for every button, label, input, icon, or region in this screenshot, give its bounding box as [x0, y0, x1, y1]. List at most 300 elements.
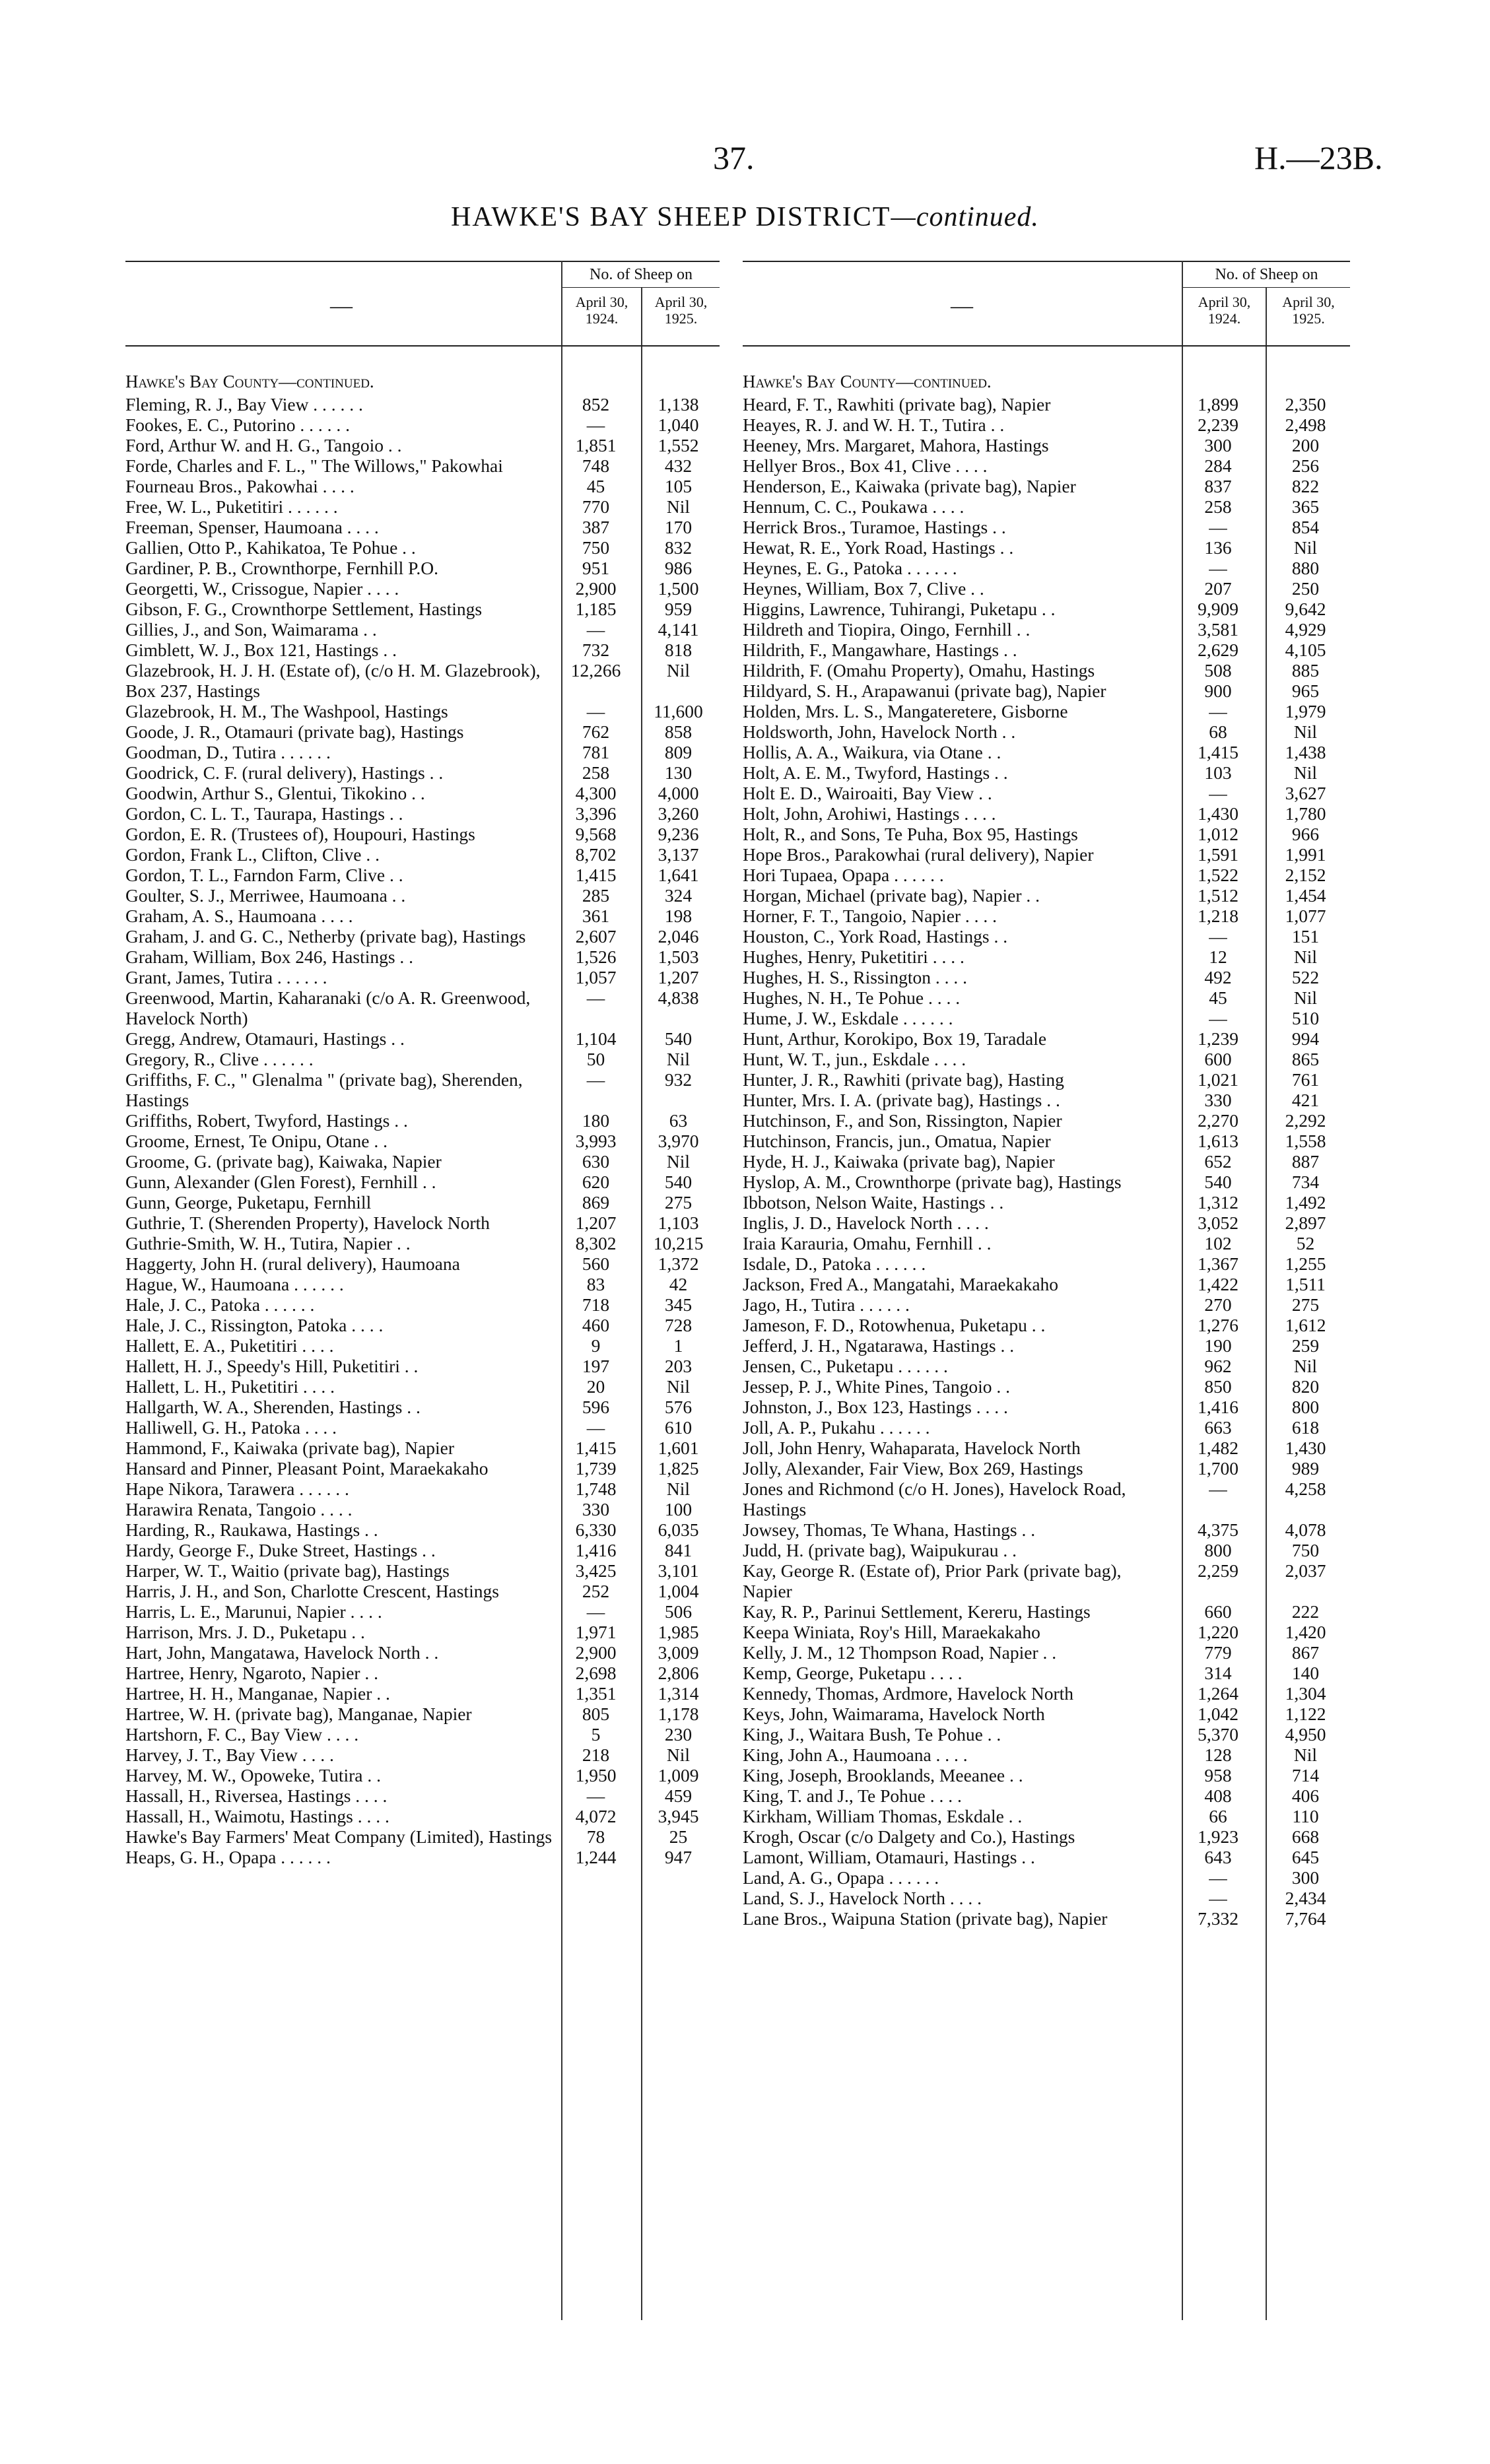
- sheep-1925: 1,780: [1285, 803, 1326, 824]
- sheep-1925: 6,035: [658, 1519, 699, 1540]
- header-group: No. of Sheep on: [590, 266, 693, 283]
- holder-name: Goodrick, C. F. (rural delivery), Hastings . .: [125, 762, 444, 783]
- holder-name: Hunt, Arthur, Korokipo, Box 19, Taradale: [743, 1028, 1047, 1049]
- table-row: [125, 455, 720, 476]
- sheep-1925: 365: [1291, 496, 1320, 517]
- sheep-1924: 68: [1209, 721, 1227, 742]
- holder-name: Holdsworth, John, Havelock North . .: [743, 721, 1016, 742]
- sheep-1925: 885: [1291, 660, 1320, 681]
- table-row: [125, 1151, 720, 1172]
- sheep-1924: 45: [586, 476, 605, 496]
- sheep-1925: 854: [1291, 517, 1320, 537]
- holder-name: Krogh, Oscar (c/o Dalgety and Co.), Hastings: [743, 1826, 1075, 1847]
- left-table: [125, 394, 720, 1867]
- table-row: [743, 394, 1350, 415]
- table-row: [125, 496, 720, 517]
- sheep-1924: 270: [1204, 1294, 1232, 1315]
- sheep-1925: 259: [1291, 1335, 1320, 1356]
- holder-name: Hyslop, A. M., Crownthorpe (private bag), Hastings: [743, 1172, 1122, 1192]
- sheep-1925: 1,304: [1285, 1683, 1326, 1704]
- holder-name: Goodman, D., Tutira . . . . . .: [125, 742, 331, 762]
- section-heading: Hawke's Bay County—continued.: [743, 372, 992, 391]
- holder-name: Heaps, G. H., Opapa . . . . . .: [125, 1847, 331, 1867]
- holder-name: Jackson, Fred A., Mangatahi, Maraekakaho: [743, 1274, 1059, 1294]
- sheep-1924: 630: [582, 1151, 610, 1172]
- table-row: [743, 517, 1350, 537]
- header-year-1925: April 30, 1925.: [654, 294, 708, 327]
- sheep-1925: 1,825: [658, 1458, 699, 1479]
- holder-name: Gunn, Alexander (Glen Forest), Fernhill . .: [125, 1172, 436, 1192]
- sheep-1924: —: [586, 987, 605, 1008]
- sheep-1925: 300: [1291, 1867, 1320, 1888]
- sheep-1924: 12: [1209, 947, 1227, 967]
- sheep-1925: 1,077: [1285, 906, 1326, 926]
- sheep-1924: 596: [582, 1397, 610, 1417]
- holder-name: Higgins, Lawrence, Tuhirangi, Puketapu . .: [743, 599, 1056, 619]
- holder-name: Griffiths, F. C., " Glenalma " (private bag), Sherenden, Hastings: [125, 1069, 523, 1110]
- table-row: [743, 1376, 1350, 1397]
- table-row: [125, 824, 720, 844]
- page-number: 37.: [713, 139, 755, 176]
- sheep-1925: 1,492: [1285, 1192, 1326, 1213]
- holder-name: Land, S. J., Havelock North . . . .: [743, 1888, 982, 1908]
- sheep-1925: 761: [1291, 1069, 1320, 1090]
- holder-name: Guthrie-Smith, W. H., Tutira, Napier . .: [125, 1233, 411, 1253]
- sheep-1925: 4,105: [1285, 640, 1326, 660]
- sheep-1925: 1,178: [658, 1704, 699, 1724]
- table-row: [743, 1192, 1350, 1213]
- table-row: [743, 476, 1350, 496]
- sheep-1925: 994: [1291, 1028, 1320, 1049]
- holder-name: Glazebrook, H. J. H. (Estate of), (c/o H. M. Glazebrook), Box 237, Hastings: [125, 660, 541, 701]
- sheep-1925: 841: [664, 1540, 693, 1560]
- table-row: [743, 435, 1350, 455]
- holder-name: Gordon, C. L. T., Taurapa, Hastings . .: [125, 803, 403, 824]
- sheep-1924: 1,739: [575, 1458, 617, 1479]
- sheep-1925: 105: [664, 476, 693, 496]
- table-row: [125, 1663, 720, 1683]
- sheep-1925: 714: [1291, 1765, 1320, 1785]
- sheep-1925: 809: [664, 742, 693, 762]
- sheep-1925: 459: [664, 1785, 693, 1806]
- holder-name: Kay, George R. (Estate of), Prior Park (private bag), Napier: [743, 1560, 1122, 1601]
- sheep-1924: 1,526: [575, 947, 617, 967]
- holder-name: Goode, J. R., Otamauri (private bag), Hastings: [125, 721, 464, 742]
- table-row: [743, 1560, 1350, 1601]
- sheep-1924: 3,581: [1198, 619, 1238, 640]
- top-rule: [125, 261, 720, 262]
- holder-name: Heayes, R. J. and W. H. T., Tutira . .: [743, 415, 1005, 435]
- sheep-1925: 2,152: [1285, 865, 1326, 885]
- holder-name: Hutchinson, Francis, jun., Omatua, Napier: [743, 1131, 1051, 1151]
- table-row: [125, 640, 720, 660]
- table-row: [743, 1785, 1350, 1806]
- holder-name: Houston, C., York Road, Hastings . .: [743, 926, 1008, 947]
- sheep-1924: 8,302: [575, 1233, 617, 1253]
- holder-name: Heynes, William, Box 7, Clive . .: [743, 578, 984, 599]
- table-row: [125, 394, 720, 415]
- sheep-1924: 1,923: [1198, 1826, 1238, 1847]
- table-row: [743, 599, 1350, 619]
- sheep-1924: 2,270: [1198, 1110, 1238, 1131]
- holder-name: Gordon, E. R. (Trustees of), Houpouri, Hastings: [125, 824, 475, 844]
- table-row: [125, 1274, 720, 1294]
- holder-name: Grant, James, Tutira . . . . . .: [125, 967, 327, 987]
- sheep-1924: 540: [1204, 1172, 1232, 1192]
- holder-name: Groome, G. (private bag), Kaiwaka, Napier: [125, 1151, 442, 1172]
- holder-name: Hunter, J. R., Rawhiti (private bag), Hasting: [743, 1069, 1064, 1090]
- sheep-1925: 9,236: [658, 824, 699, 844]
- sheep-1924: 1,430: [1198, 803, 1238, 824]
- table-row: [743, 824, 1350, 844]
- table-row: [743, 1847, 1350, 1867]
- sheep-1925: 170: [664, 517, 693, 537]
- table-row: [125, 1131, 720, 1151]
- holder-name: Hallett, H. J., Speedy's Hill, Puketitiri . .: [125, 1356, 419, 1376]
- sheep-1924: 837: [1204, 476, 1232, 496]
- table-row: [743, 1049, 1350, 1069]
- sheep-1924: —: [1209, 701, 1227, 721]
- table-row: [743, 1826, 1350, 1847]
- sheep-1924: 1,220: [1198, 1622, 1238, 1642]
- sheep-1924: 408: [1204, 1785, 1232, 1806]
- sheep-1924: 2,900: [575, 578, 617, 599]
- sheep-1925: 818: [664, 640, 693, 660]
- sheep-1924: 78: [586, 1826, 605, 1847]
- table-row: [125, 803, 720, 824]
- sheep-1925: 1,255: [1285, 1253, 1326, 1274]
- sheep-1925: 965: [1291, 681, 1320, 701]
- holder-name: Gibson, F. G., Crownthorpe Settlement, Hastings: [125, 599, 483, 619]
- sheep-1925: 130: [664, 762, 693, 783]
- sheep-1924: 3,396: [575, 803, 617, 824]
- sheep-1924: 1,422: [1198, 1274, 1238, 1294]
- header-year-1924: April 30, 1924.: [575, 294, 628, 327]
- sheep-1925: 1,991: [1285, 844, 1326, 865]
- table-row: [743, 1908, 1350, 1929]
- table-row: [125, 1397, 720, 1417]
- sheep-1924: 1,218: [1198, 906, 1238, 926]
- holder-name: Jefferd, J. H., Ngatarawa, Hastings . .: [743, 1335, 1015, 1356]
- holder-name: Halliwell, G. H., Patoka . . . .: [125, 1417, 337, 1438]
- holder-name: Harris, J. H., and Son, Charlotte Crescent, Hastings: [125, 1581, 499, 1601]
- sheep-1925: 2,350: [1285, 394, 1326, 415]
- holder-name: Isdale, D., Patoka . . . . . .: [743, 1253, 926, 1274]
- sheep-1925: 432: [664, 455, 693, 476]
- sheep-1925: 986: [664, 558, 693, 578]
- sheep-1924: 102: [1204, 1233, 1232, 1253]
- table-row: [743, 721, 1350, 742]
- table-row: [743, 558, 1350, 578]
- holder-name: Harding, R., Raukawa, Hastings . .: [125, 1519, 378, 1540]
- holder-name: Glazebrook, H. M., The Washpool, Hastings: [125, 701, 448, 721]
- holder-name: Hartree, W. H. (private bag), Manganae, Napier: [125, 1704, 472, 1724]
- sheep-1925: 3,260: [658, 803, 699, 824]
- holder-name: Harawira Renata, Tangoio . . . .: [125, 1499, 353, 1519]
- sheep-1924: 252: [582, 1581, 610, 1601]
- sheep-1925: 198: [664, 906, 693, 926]
- sheep-1924: 258: [582, 762, 610, 783]
- sheep-1925: 1,314: [658, 1683, 699, 1704]
- sheep-1924: 9: [591, 1335, 601, 1356]
- table-row: [743, 1008, 1350, 1028]
- sheep-1924: 1,185: [575, 599, 617, 619]
- table-row: [743, 906, 1350, 926]
- holder-name: Judd, H. (private bag), Waipukurau . .: [743, 1540, 1017, 1560]
- table-row: [743, 640, 1350, 660]
- table-row: [125, 1479, 720, 1499]
- sheep-1925: 1,558: [1285, 1131, 1326, 1151]
- holder-name: Keepa Winiata, Roy's Hill, Maraekakaho: [743, 1622, 1040, 1642]
- table-row: [125, 721, 720, 742]
- sheep-1924: —: [586, 619, 605, 640]
- holder-name: Hassall, H., Waimotu, Hastings . . . .: [125, 1806, 389, 1826]
- table-row: [125, 926, 720, 947]
- sheep-1924: 748: [582, 455, 610, 476]
- sheep-1924: 50: [586, 1049, 605, 1069]
- sheep-1925: 932: [664, 1069, 693, 1090]
- sheep-1924: —: [1209, 1479, 1227, 1499]
- table-row: [125, 742, 720, 762]
- sheep-1925: 858: [664, 721, 693, 742]
- holder-name: Hori Tupaea, Opapa . . . . . .: [743, 865, 944, 885]
- holder-name: Holt, R., and Sons, Te Puha, Box 95, Hastings: [743, 824, 1078, 844]
- holder-name: Graham, William, Box 246, Hastings . .: [125, 947, 414, 967]
- sheep-1925: 1,207: [658, 967, 699, 987]
- table-row: [743, 1458, 1350, 1479]
- sheep-1924: 2,607: [575, 926, 617, 947]
- sheep-1924: 180: [582, 1110, 610, 1131]
- sheep-1925: 1,004: [658, 1581, 699, 1601]
- sheep-1925: 4,929: [1285, 619, 1326, 640]
- table-row: [743, 1253, 1350, 1274]
- table-row: [125, 1581, 720, 1601]
- sheep-1924: 330: [1204, 1090, 1232, 1110]
- holder-name: Greenwood, Martin, Kaharanaki (c/o A. R. Greenwood, Havelock North): [125, 987, 531, 1028]
- table-row: [743, 1724, 1350, 1745]
- sheep-1925: 865: [1291, 1049, 1320, 1069]
- table-row: [125, 947, 720, 967]
- sheep-1925: Nil: [1293, 537, 1318, 558]
- holder-name: Horner, F. T., Tangoio, Napier . . . .: [743, 906, 998, 926]
- holder-name: Hartree, H. H., Manganae, Napier . .: [125, 1683, 390, 1704]
- holder-name: Hunter, Mrs. I. A. (private bag), Hastings . .: [743, 1090, 1060, 1110]
- sheep-1925: 200: [1291, 435, 1320, 455]
- table-row: [743, 1806, 1350, 1826]
- sheep-1924: 1,482: [1198, 1438, 1238, 1458]
- sheep-1924: 300: [1204, 435, 1232, 455]
- table-row: [743, 1110, 1350, 1131]
- sheep-1925: 1,138: [658, 394, 699, 415]
- table-row: [125, 1438, 720, 1458]
- table-row: [125, 558, 720, 578]
- document-code: H.—23B.: [1254, 139, 1383, 176]
- sheep-1925: 1,040: [658, 415, 699, 435]
- holder-name: Hartshorn, F. C., Bay View . . . .: [125, 1724, 359, 1745]
- table-row: [743, 1479, 1350, 1519]
- holder-name: Henderson, E., Kaiwaka (private bag), Napier: [743, 476, 1076, 496]
- sheep-1925: 4,258: [1285, 1479, 1326, 1499]
- holder-name: Heeney, Mrs. Margaret, Mahora, Hastings: [743, 435, 1049, 455]
- holder-name: Hassall, H., Riversea, Hastings . . . .: [125, 1785, 388, 1806]
- sheep-1925: 506: [664, 1601, 693, 1622]
- sheep-1924: 1,748: [575, 1479, 617, 1499]
- sheep-1924: 9,568: [575, 824, 617, 844]
- title-text: HAWKE'S BAY SHEEP DISTRICT: [451, 202, 891, 232]
- sheep-1924: 1,416: [1198, 1397, 1238, 1417]
- table-row: [743, 1888, 1350, 1908]
- sheep-1924: 2,698: [575, 1663, 617, 1683]
- sheep-1924: 1,104: [575, 1028, 617, 1049]
- holder-name: Johnston, J., Box 123, Hastings . . . .: [743, 1397, 1008, 1417]
- sheep-1924: 1,591: [1198, 844, 1238, 865]
- sheep-1925: 421: [1291, 1090, 1320, 1110]
- sheep-1924: 197: [582, 1356, 610, 1376]
- table-row: [743, 1315, 1350, 1335]
- sheep-1924: 330: [582, 1499, 610, 1519]
- sheep-1924: 508: [1204, 660, 1232, 681]
- holder-name: Jones and Richmond (c/o H. Jones), Havelock Road, Hastings: [743, 1479, 1126, 1519]
- holder-name: King, J., Waitara Bush, Te Pohue . .: [743, 1724, 1001, 1745]
- sheep-1925: 406: [1291, 1785, 1320, 1806]
- sheep-1924: 136: [1204, 537, 1232, 558]
- sheep-1924: 732: [582, 640, 610, 660]
- sheep-1924: 2,259: [1198, 1560, 1238, 1581]
- table-row: [743, 865, 1350, 885]
- sheep-1925: Nil: [666, 660, 691, 681]
- holder-name: Gordon, Frank L., Clifton, Clive . .: [125, 844, 380, 865]
- holder-name: Hughes, N. H., Te Pohue . . . .: [743, 987, 961, 1008]
- sheep-1925: 832: [664, 537, 693, 558]
- table-row: [743, 1663, 1350, 1683]
- holder-name: Forde, Charles and F. L., " The Willows," Pakowhai: [125, 455, 503, 476]
- table-row: [125, 1560, 720, 1581]
- table-row: [125, 1540, 720, 1560]
- holder-name: Hughes, H. S., Rissington . . . .: [743, 967, 967, 987]
- holder-name: Harris, L. E., Marunui, Napier . . . .: [125, 1601, 382, 1622]
- table-row: [743, 1745, 1350, 1765]
- table-row: [125, 1601, 720, 1622]
- holder-name: Haggerty, John H. (rural delivery), Haumoana: [125, 1253, 460, 1274]
- holder-name: Hape Nikora, Tarawera . . . . . .: [125, 1479, 349, 1499]
- table-row: [743, 1397, 1350, 1417]
- sheep-1924: —: [586, 1417, 605, 1438]
- holder-name: Jameson, F. D., Rotowhenua, Puketapu . .: [743, 1315, 1046, 1335]
- sheep-1925: 4,000: [658, 783, 699, 803]
- sheep-1925: Nil: [1293, 1356, 1318, 1376]
- holder-name: Georgetti, W., Crissogue, Napier . . . .: [125, 578, 399, 599]
- table-row: [743, 681, 1350, 701]
- holder-name: Gregg, Andrew, Otamauri, Hastings . .: [125, 1028, 405, 1049]
- sheep-1924: 1,950: [575, 1765, 617, 1785]
- holder-name: Hildrith, F. (Omahu Property), Omahu, Hastings: [743, 660, 1095, 681]
- sheep-1925: 1,454: [1285, 885, 1326, 906]
- sheep-1924: 962: [1204, 1356, 1232, 1376]
- sheep-1924: 652: [1204, 1151, 1232, 1172]
- holder-name: Fookes, E. C., Putorino . . . . . .: [125, 415, 350, 435]
- table-row: [125, 762, 720, 783]
- holder-name: Hale, J. C., Patoka . . . . . .: [125, 1294, 315, 1315]
- sheep-1925: 880: [1291, 558, 1320, 578]
- sheep-1925: 25: [669, 1826, 688, 1847]
- table-row: [125, 1622, 720, 1642]
- table-row: [125, 1049, 720, 1069]
- sheep-1924: 560: [582, 1253, 610, 1274]
- holder-name: Inglis, J. D., Havelock North . . . .: [743, 1213, 989, 1233]
- table-row: [125, 517, 720, 537]
- holder-name: Hellyer Bros., Box 41, Clive . . . .: [743, 455, 988, 476]
- sheep-1925: 1,500: [658, 578, 699, 599]
- sheep-1925: Nil: [1293, 987, 1318, 1008]
- sheep-1925: 1,552: [658, 435, 699, 455]
- sheep-1925: Nil: [666, 1049, 691, 1069]
- table-row: [125, 1519, 720, 1540]
- sheep-1924: 620: [582, 1172, 610, 1192]
- sheep-1924: 805: [582, 1704, 610, 1724]
- table-row: [743, 1294, 1350, 1315]
- table-row: [125, 619, 720, 640]
- holder-name: Hope Bros., Parakowhai (rural delivery), Napier: [743, 844, 1094, 865]
- holder-name: Hildreth and Tiopira, Oingo, Fernhill . .: [743, 619, 1031, 640]
- holder-name: King, John A., Haumoana . . . .: [743, 1745, 968, 1765]
- sheep-1925: 324: [664, 885, 693, 906]
- holder-name: Hume, J. W., Eskdale . . . . . .: [743, 1008, 953, 1028]
- holder-name: Fleming, R. J., Bay View . . . . . .: [125, 394, 363, 415]
- holder-name: Hart, John, Mangatawa, Havelock North . .: [125, 1642, 439, 1663]
- sheep-1925: 576: [664, 1397, 693, 1417]
- table-row: [743, 578, 1350, 599]
- table-row: [125, 865, 720, 885]
- holder-name: Kennedy, Thomas, Ardmore, Havelock North: [743, 1683, 1073, 1704]
- sheep-1924: 750: [582, 537, 610, 558]
- sheep-1924: 83: [586, 1274, 605, 1294]
- sheep-1925: 52: [1296, 1233, 1315, 1253]
- sheep-1925: 2,498: [1285, 415, 1326, 435]
- sheep-1924: 492: [1204, 967, 1232, 987]
- sheep-1924: 2,900: [575, 1642, 617, 1663]
- holder-name: Hutchinson, F., and Son, Rissington, Napier: [743, 1110, 1062, 1131]
- holder-name: Hallgarth, W. A., Sherenden, Hastings . .: [125, 1397, 421, 1417]
- holder-name: Hartree, Henry, Ngaroto, Napier . .: [125, 1663, 379, 1683]
- table-row: [743, 947, 1350, 967]
- sheep-1924: 852: [582, 394, 610, 415]
- table-row: [125, 1335, 720, 1356]
- sheep-1925: Nil: [666, 496, 691, 517]
- holder-name: Harvey, J. T., Bay View . . . .: [125, 1745, 334, 1765]
- sheep-1924: 361: [582, 906, 610, 926]
- holder-name: Hollis, A. A., Waikura, via Otane . .: [743, 742, 1001, 762]
- sheep-1924: 1,512: [1198, 885, 1238, 906]
- table-row: [125, 1847, 720, 1867]
- holder-name: Harrison, Mrs. J. D., Puketapu . .: [125, 1622, 365, 1642]
- sheep-1924: —: [1209, 558, 1227, 578]
- sheep-1924: 1,057: [575, 967, 617, 987]
- sheep-1924: 600: [1204, 1049, 1232, 1069]
- holder-name: Holt E. D., Wairoaiti, Bay View . .: [743, 783, 992, 803]
- sheep-1924: —: [1209, 1867, 1227, 1888]
- table-row: [743, 1642, 1350, 1663]
- sheep-1924: 1,899: [1198, 394, 1238, 415]
- table-row: [125, 1376, 720, 1397]
- holder-name: Kirkham, William Thomas, Eskdale . .: [743, 1806, 1023, 1826]
- table-row: [125, 537, 720, 558]
- sheep-1925: 1,601: [658, 1438, 699, 1458]
- sheep-1924: 5,370: [1198, 1724, 1238, 1745]
- sheep-1925: 345: [664, 1294, 693, 1315]
- sheep-1924: 207: [1204, 578, 1232, 599]
- sheep-1925: 275: [1291, 1294, 1320, 1315]
- sheep-1924: —: [586, 1601, 605, 1622]
